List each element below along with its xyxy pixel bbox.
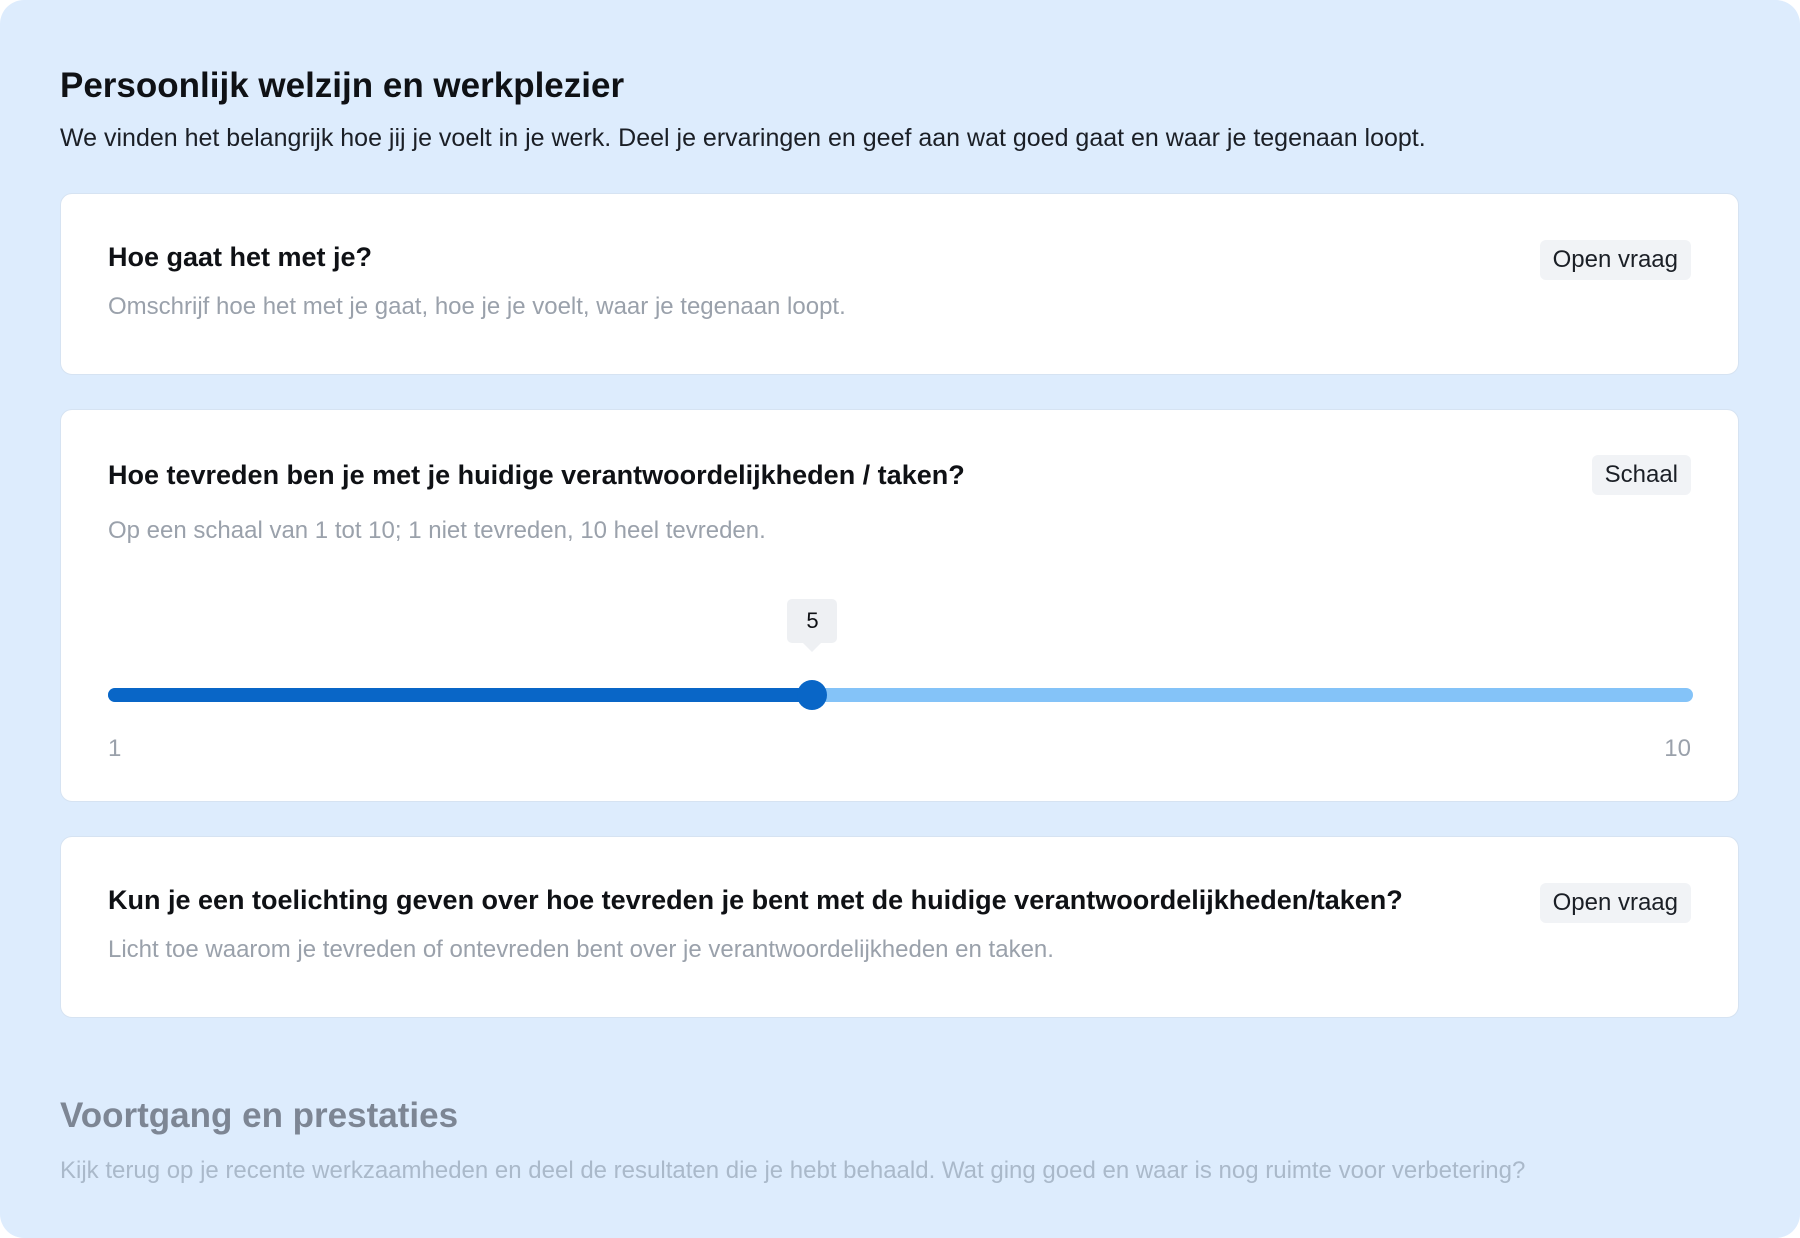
question-title: Hoe tevreden ben je met je huidige verantwoordelijkheden / taken? (108, 460, 965, 490)
question-card-satisfaction-scale (60, 409, 1739, 802)
answer-input-placeholder[interactable]: Omschrijf hoe het met je gaat, hoe je je voelt, waar je tegenaan loopt. (108, 293, 846, 320)
satisfaction-slider[interactable] (108, 677, 1693, 713)
question-type-badge: Open vraag (1540, 240, 1691, 280)
slider-max-label: 10 (1664, 735, 1691, 762)
answer-input-placeholder[interactable]: Licht toe waarom je tevreden of ontevreden bent over je verantwoordelijkheden en taken. (108, 936, 1054, 963)
question-title: Hoe gaat het met je? (108, 242, 373, 272)
slider-value-tooltip: 5 (787, 599, 837, 643)
question-card-explanation (60, 836, 1739, 1018)
question-type-badge: Schaal (1592, 455, 1691, 495)
question-card-how-are-you (60, 193, 1739, 375)
slider-fill (108, 688, 812, 702)
question-description: Op een schaal van 1 tot 10; 1 niet tevreden, 10 heel tevreden. (108, 517, 766, 544)
section-description-voortgang: Kijk terug op je recente werkzaamheden en deel de resultaten die je hebt behaald. Wat ging goed en waar is nog ruimte voor verbetering? (60, 1157, 1526, 1184)
slider-min-label: 1 (108, 735, 122, 762)
slider-thumb[interactable] (797, 680, 827, 710)
section-title-voortgang: Voortgang en prestaties (60, 1096, 459, 1135)
section-description-welzijn: We vinden het belangrijk hoe jij je voelt in je werk. Deel je ervaringen en geef aan wat goed gaat en waar je tegenaan loopt. (60, 124, 1426, 152)
section-title-welzijn: Persoonlijk welzijn en werkplezier (60, 66, 625, 105)
question-title: Kun je een toelichting geven over hoe tevreden je bent met de huidige verantwoordelijkheden/taken? (108, 885, 1403, 915)
question-type-badge: Open vraag (1540, 883, 1691, 923)
